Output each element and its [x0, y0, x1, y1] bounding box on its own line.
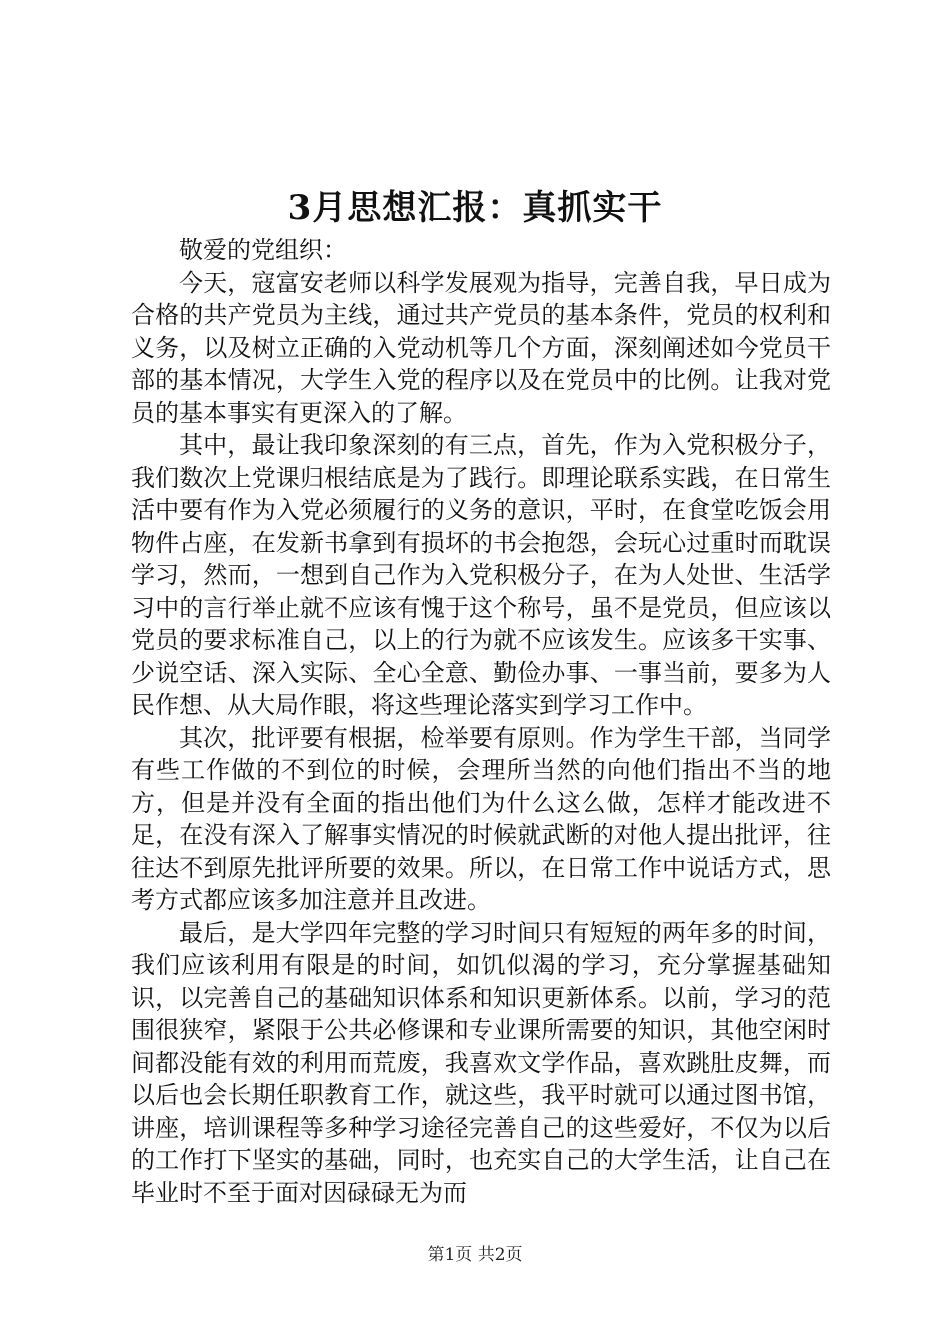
- document-title: 3月思想汇报：真抓实干: [287, 188, 663, 228]
- document-body: [131, 234, 831, 1209]
- salutation: 敬爱的党组织：: [179, 236, 347, 264]
- page-number-footer: 第1页 共2页: [427, 1245, 523, 1265]
- paragraph-1: 今天，寇富安老师以科学发展观为指导，完善自我，早日成为合格的共产党员为主线，通过共产党员的基本条件，党员的权利和义务，以及树立正确的入党动机等几个方面，深刻阐述如今党员干部的基本情况，大学生入党的程序以及在党员中的比例。让我对党员的基本事实有更深入的了解。: [131, 268, 831, 427]
- paragraph-3: 其次，批评要有根据，检举要有原则。作为学生干部，当同学有些工作做的不到位的时候，会理所当然的向他们指出不当的地方，但是并没有全面的指出他们为什么这么做，怎样才能改进不足，在没有深入了解事实情况的时候就武断的对他人提出批评，往往达不到原先批评所要的效果。所以，在日常工作中说话方式，思考方式都应该多加注意并且改进。: [131, 723, 831, 914]
- paragraph-4: 最后，是大学四年完整的学习时间只有短短的两年多的时间，我们应该利用有限是的时间，如饥似渴的学习，充分掌握基础知识，以完善自己的基础知识体系和知识更新体系。以前，学习的范围很狭窄，紧限于公共必修课和专业课所需要的知识，其他空闲时间都没能有效的利用而荒废，我喜欢文学作品，喜欢跳肚皮舞，而以后也会长期任职教育工作，就这些，我平时就可以通过图书馆，讲座，培训课程等多种学习途径完善自己的这些爱好，不仅为以后的工作打下坚实的基础，同时，也充实自己的大学生活，让自己在毕业时不至于面对因碌碌无为而: [131, 918, 831, 1207]
- paragraph-2: 其中，最让我印象深刻的有三点，首先，作为入党积极分子，我们数次上党课归根结底是为了践行。即理论联系实践，在日常生活中要有作为入党必须履行的义务的意识，平时，在食堂吃饭会用物件占座，在发新书拿到有损坏的书会抱怨，会玩心过重时而耽误学习，然而，一想到自己作为入党积极分子，在为人处世、生活学习中的言行举止就不应该有愧于这个称号，虽不是党员，但应该以党员的要求标准自己，以上的行为就不应该发生。应该多干实事、少说空话、深入实际、全心全意、勤俭办事、一事当前，要多为人民作想、从大局作眼，将这些理论落实到学习工作中。: [131, 431, 831, 719]
